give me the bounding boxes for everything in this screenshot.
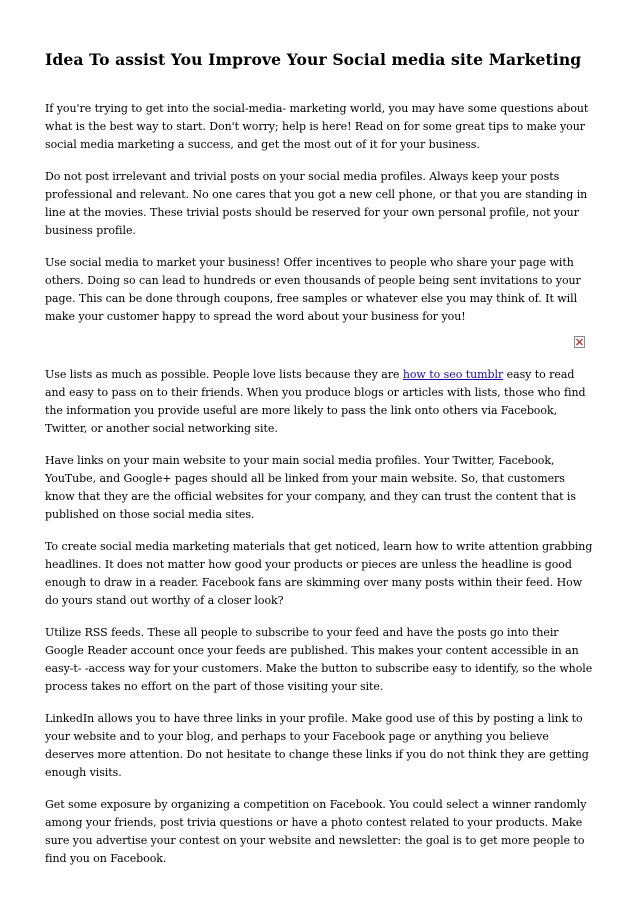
paragraph-main-website-links: Have links on your main website to your main social media profiles. Your Twitter, Facebook, YouTube, and Google+ pages should all be linked from your main website. So, that customers know that they are the official websites for your company, and they can trust the content that is published on those social media sites.	[45, 454, 576, 521]
paragraph-irrelevant-posts: Do not post irrelevant and trivial posts on your social media profiles. Always keep your posts professional and relevant. No one cares that you got a new cell phone, or that you are standing in line at the movies. These trivial posts should be reserved for your own personal profile, not your business profile.	[45, 170, 588, 237]
paragraph-market-business: Use social media to market your business! Offer incentives to people who share your page with others. Doing so can lead to hundreds or even thousands of people being sent invitations to your page. This can be done through coupons, free samples or whatever else you may think of. It will make your customer happy to spread the word about your business for you!	[45, 256, 581, 323]
paragraph-intro: If you're trying to get into the social-media- marketing world, you may have some questions about what is the best way to start. Don't worry; help is here! Read on for some great tips to make your social media marketing a success, and get the most out of it for your business.	[45, 102, 589, 151]
broken-image-icon	[574, 336, 585, 348]
paragraph-use-lists-before: Use lists as much as possible. People love lists because they are	[45, 368, 403, 381]
document-body	[45, 100, 593, 882]
paragraph-linkedin: LinkedIn allows you to have three links in your profile. Make good use of this by posting a link to your website and to your blog, and perhaps to your Facebook page or anything you believe deserves more attention. Do not hesitate to change these links if you do not think they are getting enough visits.	[45, 712, 589, 779]
paragraph-use-lists-after: easy to read and easy to pass on to their friends. When you produce blogs or articles with lists, those who find the information you provide useful are more likely to pass the link onto others via Facebook, Twitter, or another social networking site.	[45, 368, 586, 435]
paragraph-rss-feeds: Utilize RSS feeds. These all people to subscribe to your feed and have the posts go into their Google Reader account once your feeds are published. This makes your content accessible in an easy-t- -access way for your customers. Make the button to subscribe easy to identify, so the whole process takes no effort on the part of those visiting your site.	[45, 626, 593, 693]
paragraph-facebook-competition: Get some exposure by organizing a competition on Facebook. You could select a winner randomly among your friends, post trivia questions or have a photo contest related to your products. Make sure you advertise your contest on your website and newsletter: the goal is to get more people to find you on Facebook.	[45, 798, 587, 865]
seo-tumblr-link[interactable]: how to seo tumblr	[402, 368, 504, 381]
document-title: Idea To assist You Improve Your Social media site Marketing	[45, 50, 582, 69]
embedded-image-row	[45, 336, 593, 354]
paragraph-use-lists	[45, 366, 593, 438]
paragraph-headlines: To create social media marketing materials that get noticed, learn how to write attention grabbing headlines. It does not matter how good your products or pieces are unless the headline is good enough to draw in a reader. Facebook fans are skimming over many posts within their feed. How do yours stand out worthy of a closer look?	[45, 540, 593, 607]
